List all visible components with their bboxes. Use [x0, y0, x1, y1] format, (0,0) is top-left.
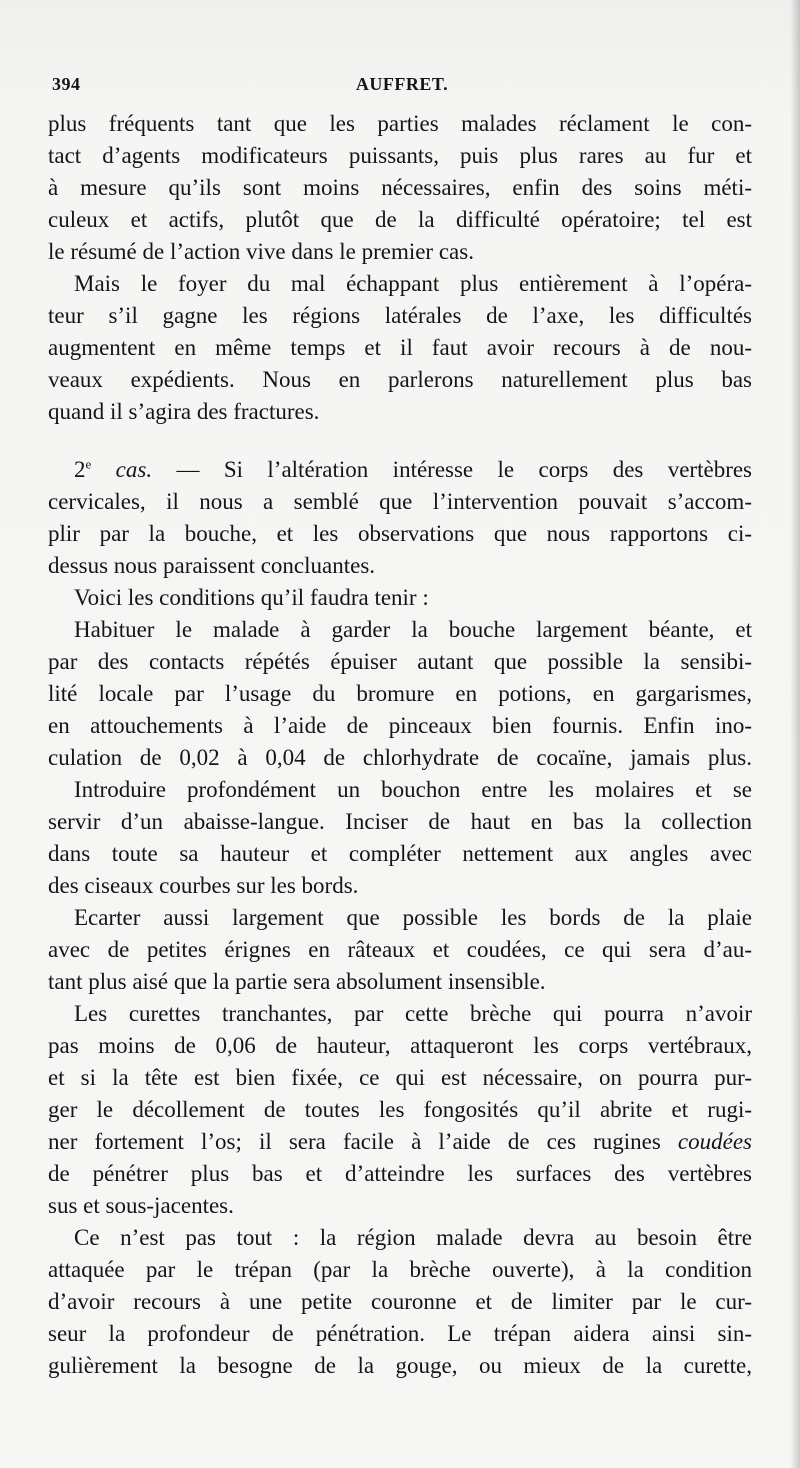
text-line: Mais le foyer du mal échappant plus entièrement à l’opéra- [74, 271, 752, 296]
text-line: augmentent en même temps et il faut avoir recours à de nou- [48, 335, 752, 360]
text-line: attaquée par le trépan (par la brèche ouverte), à la condition [48, 1257, 752, 1282]
text-line: Ce n’est pas tout : la région malade devra au besoin être [74, 1225, 752, 1250]
case-text: — Si l’altération intéresse le corps des vertèbres [152, 457, 752, 482]
page-header [52, 70, 752, 98]
text-line: par des contacts répétés épuiser autant que possible la sensibi- [48, 649, 752, 674]
text-line: Les curettes tranchantes, par cette brèche qui pourra n’avoir [74, 1001, 752, 1026]
text-line: veaux expédients. Nous en parlerons naturellement plus bas [48, 367, 752, 392]
text-line [48, 1126, 752, 1158]
text-line: cervicales, il nous a semblé que l’intervention pouvait s’accom- [48, 489, 752, 514]
text-line: Introduire profondément un bouchon entre les molaires et se [74, 777, 752, 802]
text-line: et si la tête est bien fixée, ce qui est nécessaire, on pourra pur- [48, 1065, 752, 1090]
text-fragment: ner fortement l’os; il sera facile à l’aide de ces rugines [48, 1129, 678, 1154]
text-line: gulièrement la besogne de la gouge, ou mieux de la curette, [48, 1353, 752, 1378]
text-line: pas moins de 0,06 de hauteur, attaqueront les corps vertébraux, [48, 1033, 752, 1058]
emphasized-word: coudées [677, 1129, 752, 1154]
text-line: culation de 0,02 à 0,04 de chlorhydrate de cocaïne, jamais plus. [48, 745, 752, 770]
text-line: servir d’un abaisse-langue. Inciser de haut en bas la collection [48, 809, 752, 834]
case-superscript: e [85, 456, 92, 472]
text-line: Habituer le malade à garder la bouche largement béante, et [74, 617, 752, 642]
text-line: d’avoir recours à une petite couronne et de limiter par le cur- [48, 1289, 752, 1314]
case-label: cas. [115, 457, 153, 482]
text-line: dans toute sa hauteur et compléter nettement aux angles avec [48, 841, 752, 866]
text-line: le résumé de l’action vive dans le premier cas. [48, 239, 474, 264]
case-number: 2 [74, 457, 86, 482]
text-line: ger le décollement de toutes les fongosités qu’il abrite et rugi- [48, 1097, 752, 1122]
running-head: AUFFRET. [355, 74, 449, 94]
text-line: à mesure qu’ils sont moins nécessaires, enfin des soins méti- [48, 175, 752, 200]
text-line: culeux et actifs, plutôt que de la difficulté opératoire; tel est [48, 207, 752, 232]
text-line: des ciseaux courbes sur les bords. [48, 873, 359, 898]
text-line: en attouchements à l’aide de pinceaux bien fournis. Enfin ino- [48, 713, 752, 738]
text-line: plus fréquents tant que les parties malades réclament le con- [48, 111, 752, 136]
text-line: tact d’agents modificateurs puissants, puis plus rares au fur et [48, 143, 752, 168]
text-line: Ecarter aussi largement que possible les bords de la plaie [74, 905, 752, 930]
section-gap [48, 428, 752, 454]
text-line: teur s’il gagne les régions latérales de l’axe, les difficultés [48, 303, 752, 328]
text-line: Voici les conditions qu’il faudra tenir : [74, 585, 429, 610]
page-edge-shadow [790, 0, 800, 1468]
page-number: 394 [52, 74, 81, 94]
text-line: seur la profondeur de pénétration. Le trépan aidera ainsi sin- [48, 1321, 752, 1346]
text-line: quand il s’agira des fractures. [48, 399, 320, 424]
text-line: tant plus aisé que la partie sera absolument insensible. [48, 969, 546, 994]
text-line: lité locale par l’usage du bromure en potions, en gargarismes, [48, 681, 752, 706]
text-line: dessus nous paraissent concluantes. [48, 553, 376, 578]
section-heading-line [48, 454, 752, 486]
text-line: de pénétrer plus bas et d’atteindre les surfaces des vertèbres [48, 1161, 752, 1186]
body-text [48, 108, 752, 1382]
text-line: sus et sous-jacentes. [48, 1193, 234, 1218]
text-line: avec de petites érignes en râteaux et coudées, ce qui sera d’au- [48, 937, 752, 962]
text-line: plir par la bouche, et les observations que nous rapportons ci- [48, 521, 752, 546]
